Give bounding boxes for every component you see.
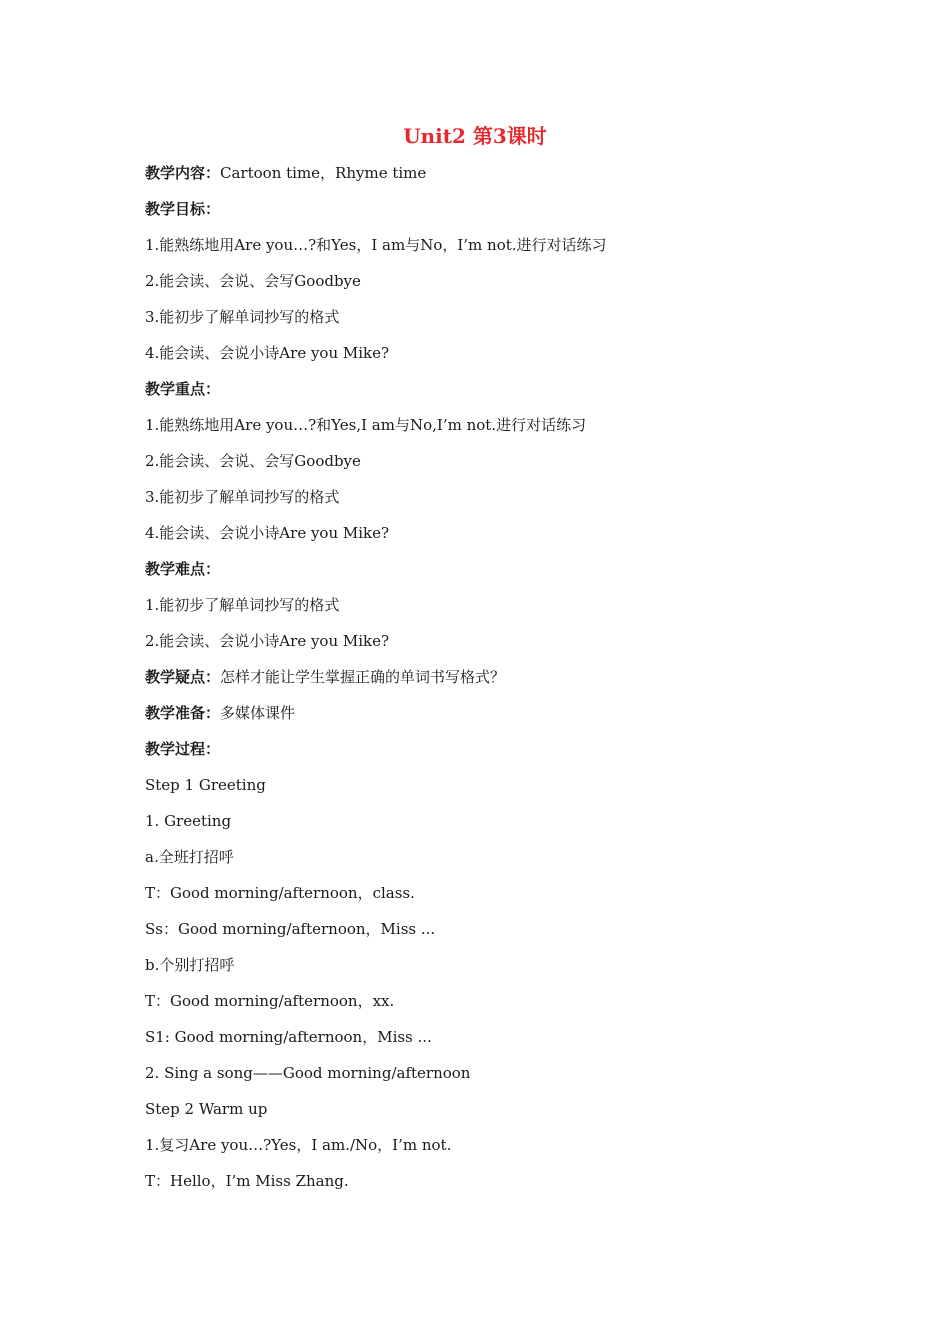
- document-line: [145, 520, 845, 556]
- section-label: 教学难点：: [145, 560, 221, 578]
- section-label: 教学重点：: [145, 380, 221, 398]
- line-text: 2.能会读、会说、会写Goodbye: [145, 452, 361, 470]
- document-line: [145, 268, 845, 304]
- document-line: [145, 772, 845, 808]
- document-line: [145, 988, 845, 1024]
- document-line: [145, 1060, 845, 1096]
- document-line: [145, 196, 845, 232]
- document-body: [145, 160, 845, 1204]
- document-title: Unit2 第3课时: [403, 124, 547, 148]
- line-text: T：Good morning/afternoon，xx.: [145, 992, 395, 1010]
- section-label: 教学过程：: [145, 740, 221, 758]
- line-text: 3.能初步了解单词抄写的格式: [145, 308, 340, 326]
- line-text: a.全班打招呼: [145, 848, 234, 866]
- line-text: S1: Good morning/afternoon，Miss ...: [145, 1028, 432, 1046]
- line-text: 多媒体课件: [220, 704, 296, 722]
- document-line: [145, 628, 845, 664]
- document-line: [145, 1168, 845, 1204]
- document-line: [145, 556, 845, 592]
- document-line: [145, 448, 845, 484]
- section-label: 教学目标：: [145, 200, 221, 218]
- document-line: [145, 304, 845, 340]
- document-line: [145, 412, 845, 448]
- line-text: 怎样才能让学生掌握正确的单词书写格式？: [220, 668, 506, 686]
- document-line: [145, 880, 845, 916]
- document-line: [145, 736, 845, 772]
- document-line: [145, 340, 845, 376]
- line-text: 4.能会读、会说小诗Are you Mike?: [145, 524, 390, 542]
- document-line: [145, 232, 845, 268]
- line-text: Step 2 Warm up: [145, 1100, 268, 1118]
- line-text: 2.能会读、会说小诗Are you Mike?: [145, 632, 390, 650]
- line-text: 2. Sing a song——Good morning/afternoon: [145, 1064, 471, 1082]
- line-text: 1.能初步了解单词抄写的格式: [145, 596, 340, 614]
- section-label: 教学疑点：: [145, 668, 221, 686]
- section-label: 教学准备：: [145, 704, 221, 722]
- document-line: [145, 916, 845, 952]
- document-line: [145, 592, 845, 628]
- document-line: [145, 700, 845, 736]
- document-line: [145, 376, 845, 412]
- line-text: 1. Greeting: [145, 812, 232, 830]
- line-text: T：Good morning/afternoon，class.: [145, 884, 415, 902]
- line-text: b.个别打招呼: [145, 956, 235, 974]
- document-line: [145, 160, 845, 196]
- line-text: 3.能初步了解单词抄写的格式: [145, 488, 340, 506]
- section-label: 教学内容：: [145, 164, 221, 182]
- document-line: [145, 952, 845, 988]
- document-line: [145, 844, 845, 880]
- document-line: [145, 1096, 845, 1132]
- document-line: [145, 484, 845, 520]
- line-text: 1.复习Are you…?Yes，I am./No，I’m not.: [145, 1136, 452, 1154]
- document-line: [145, 1024, 845, 1060]
- line-text: T：Hello，I’m Miss Zhang.: [145, 1172, 349, 1190]
- document-line: [145, 664, 845, 700]
- line-text: Cartoon time，Rhyme time: [220, 164, 427, 182]
- line-text: Step 1 Greeting: [145, 776, 266, 794]
- document-line: [145, 808, 845, 844]
- line-text: 2.能会读、会说、会写Goodbye: [145, 272, 361, 290]
- line-text: 1.能熟练地用Are you…?和Yes,I am与No,I’m not.进行对话练习: [145, 416, 587, 434]
- line-text: 4.能会读、会说小诗Are you Mike?: [145, 344, 390, 362]
- line-text: Ss：Good morning/afternoon，Miss ...: [145, 920, 436, 938]
- document-line: [145, 1132, 845, 1168]
- line-text: 1.能熟练地用Are you…?和Yes，I am与No，I’m not.进行对话练习: [145, 236, 607, 254]
